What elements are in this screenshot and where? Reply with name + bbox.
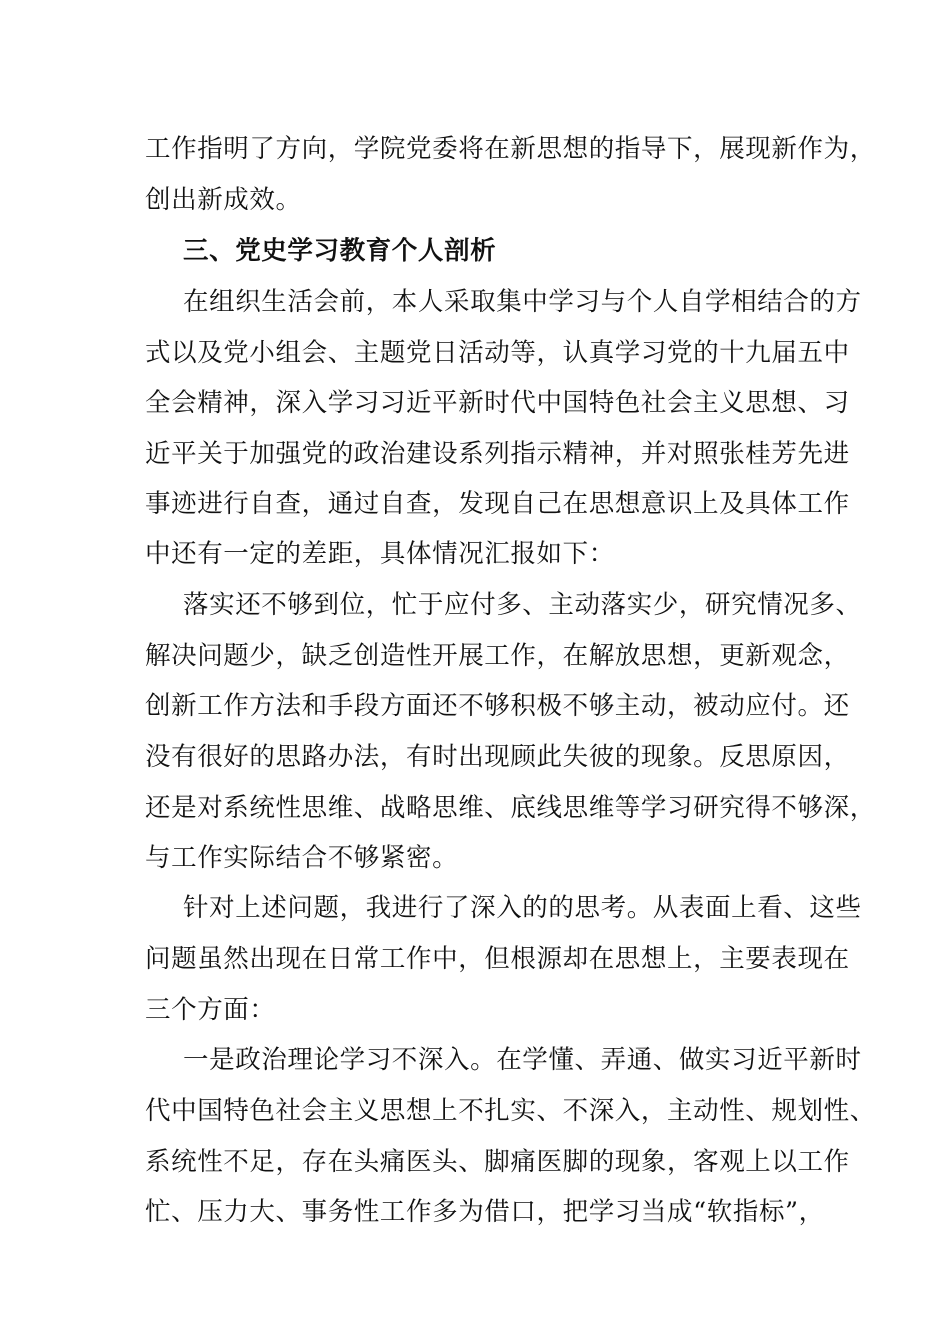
text-line: 创新工作方法和手段方面还不够积极不够主动，被动应付。还 [145, 691, 850, 721]
text-line: 解决问题少，缺乏创造性开展工作，在解放思想，更新观念， [145, 641, 850, 671]
section-heading: 三、党史学习教育个人剖析 [183, 236, 497, 266]
text-line: 针对上述问题，我进行了深入的的思考。从表面上看、这些 [183, 893, 862, 923]
text-line: 工作指明了方向，学院党委将在新思想的指导下，展现新作为， [145, 134, 876, 164]
text-line: 一是政治理论学习不深入。在学懂、弄通、做实习近平新时 [183, 1045, 862, 1075]
text-line: 中还有一定的差距，具体情况汇报如下： [145, 539, 615, 569]
text-line: 问题虽然出现在日常工作中，但根源却在思想上，主要表现在 [145, 944, 850, 974]
text-line: 全会精神，深入学习习近平新时代中国特色社会主义思想、习 [145, 388, 850, 418]
text-line: 代中国特色社会主义思想上不扎实、不深入，主动性、规划性、 [145, 1096, 876, 1126]
text-line: 事迹进行自查，通过自查，发现自己在思想意识上及具体工作 [145, 489, 850, 519]
text-line: 三个方面： [145, 995, 276, 1025]
text-line: 式以及党小组会、主题党日活动等，认真学习党的十九届五中 [145, 338, 850, 368]
text-line: 没有很好的思路办法，有时出现顾此失彼的现象。反思原因， [145, 742, 850, 772]
text-line: 忙、压力大、事务性工作多为借口，把学习当成“软指标”， [145, 1197, 825, 1227]
text-line: 近平关于加强党的政治建设系列指示精神，并对照张桂芳先进 [145, 439, 850, 469]
text-line: 还是对系统性思维、战略思维、底线思维等学习研究得不够深， [145, 793, 876, 823]
text-line: 在组织生活会前，本人采取集中学习与个人自学相结合的方 [183, 287, 862, 317]
text-line: 落实还不够到位，忙于应付多、主动落实少，研究情况多、 [183, 590, 862, 620]
text-line: 与工作实际结合不够紧密。 [145, 843, 459, 873]
text-line: 系统性不足，存在头痛医头、脚痛医脚的现象，客观上以工作 [145, 1147, 850, 1177]
text-line: 创出新成效。 [145, 185, 302, 215]
